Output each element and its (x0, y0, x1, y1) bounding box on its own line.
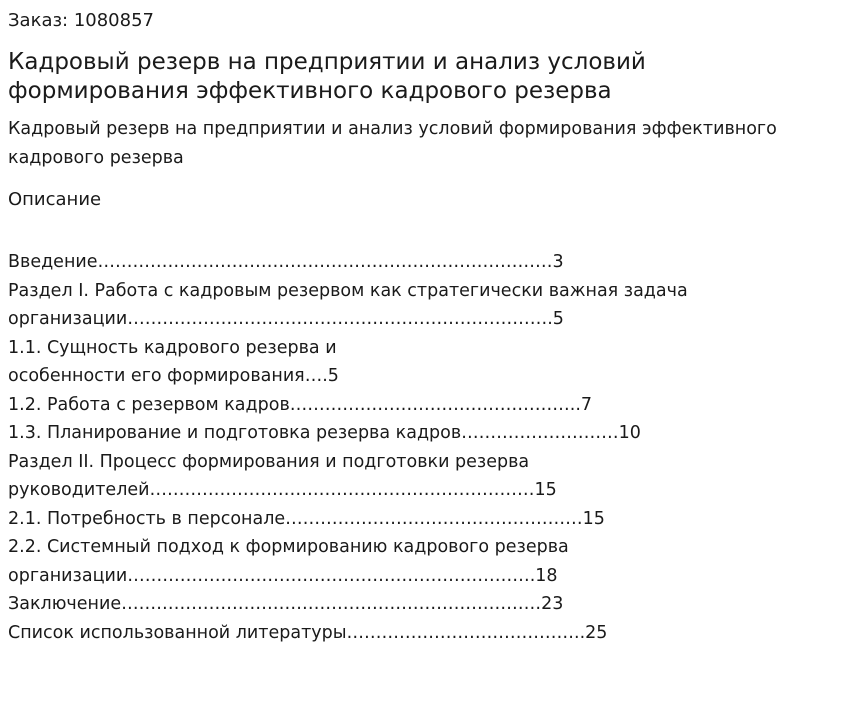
toc-line: 1.2. Работа с резервом кадров…………………………………………..7 (8, 394, 593, 415)
toc-line: организации…………………………………………………………….18 (8, 565, 558, 586)
toc-line: Введение……………………………………………………………………3 (8, 252, 564, 272)
toc-line: организации……………………………………………………………….5 (8, 309, 564, 329)
toc-line: Заключение………………………………………………………………23 (8, 594, 564, 614)
toc-line: 2.2. Системный подход к формированию кадрового резерва (8, 537, 569, 557)
page-title: Кадровый резерв на предприятии и анализ условий формирования эффективного кадрового резерва (8, 49, 646, 104)
toc-line: 1.3. Планирование и подготовка резерва кадров………………………10 (8, 423, 641, 443)
toc-line: 1.1. Сущность кадрового резерва и (8, 337, 337, 358)
toc-line: Список использованной литературы…………………………………..25 (8, 622, 608, 643)
toc-line: особенности его формирования….5 (8, 366, 339, 386)
toc-line: Раздел II. Процесс формирования и подготовки резерва (8, 451, 530, 472)
toc-line: руководителей…………………………………………………………15 (8, 480, 557, 500)
order-number: Заказ: 1080857 (8, 10, 154, 31)
toc-line: 2.1. Потребность в персонале……………………………………………15 (8, 508, 605, 529)
description-heading: Описание (8, 189, 102, 210)
table-of-contents (8, 248, 828, 647)
toc-line: Раздел I. Работа с кадровым резервом как стратегически важная задача (8, 280, 688, 301)
page-subtitle: Кадровый резерв на предприятии и анализ условий формирования эффективного кадрового резерва (8, 119, 777, 168)
